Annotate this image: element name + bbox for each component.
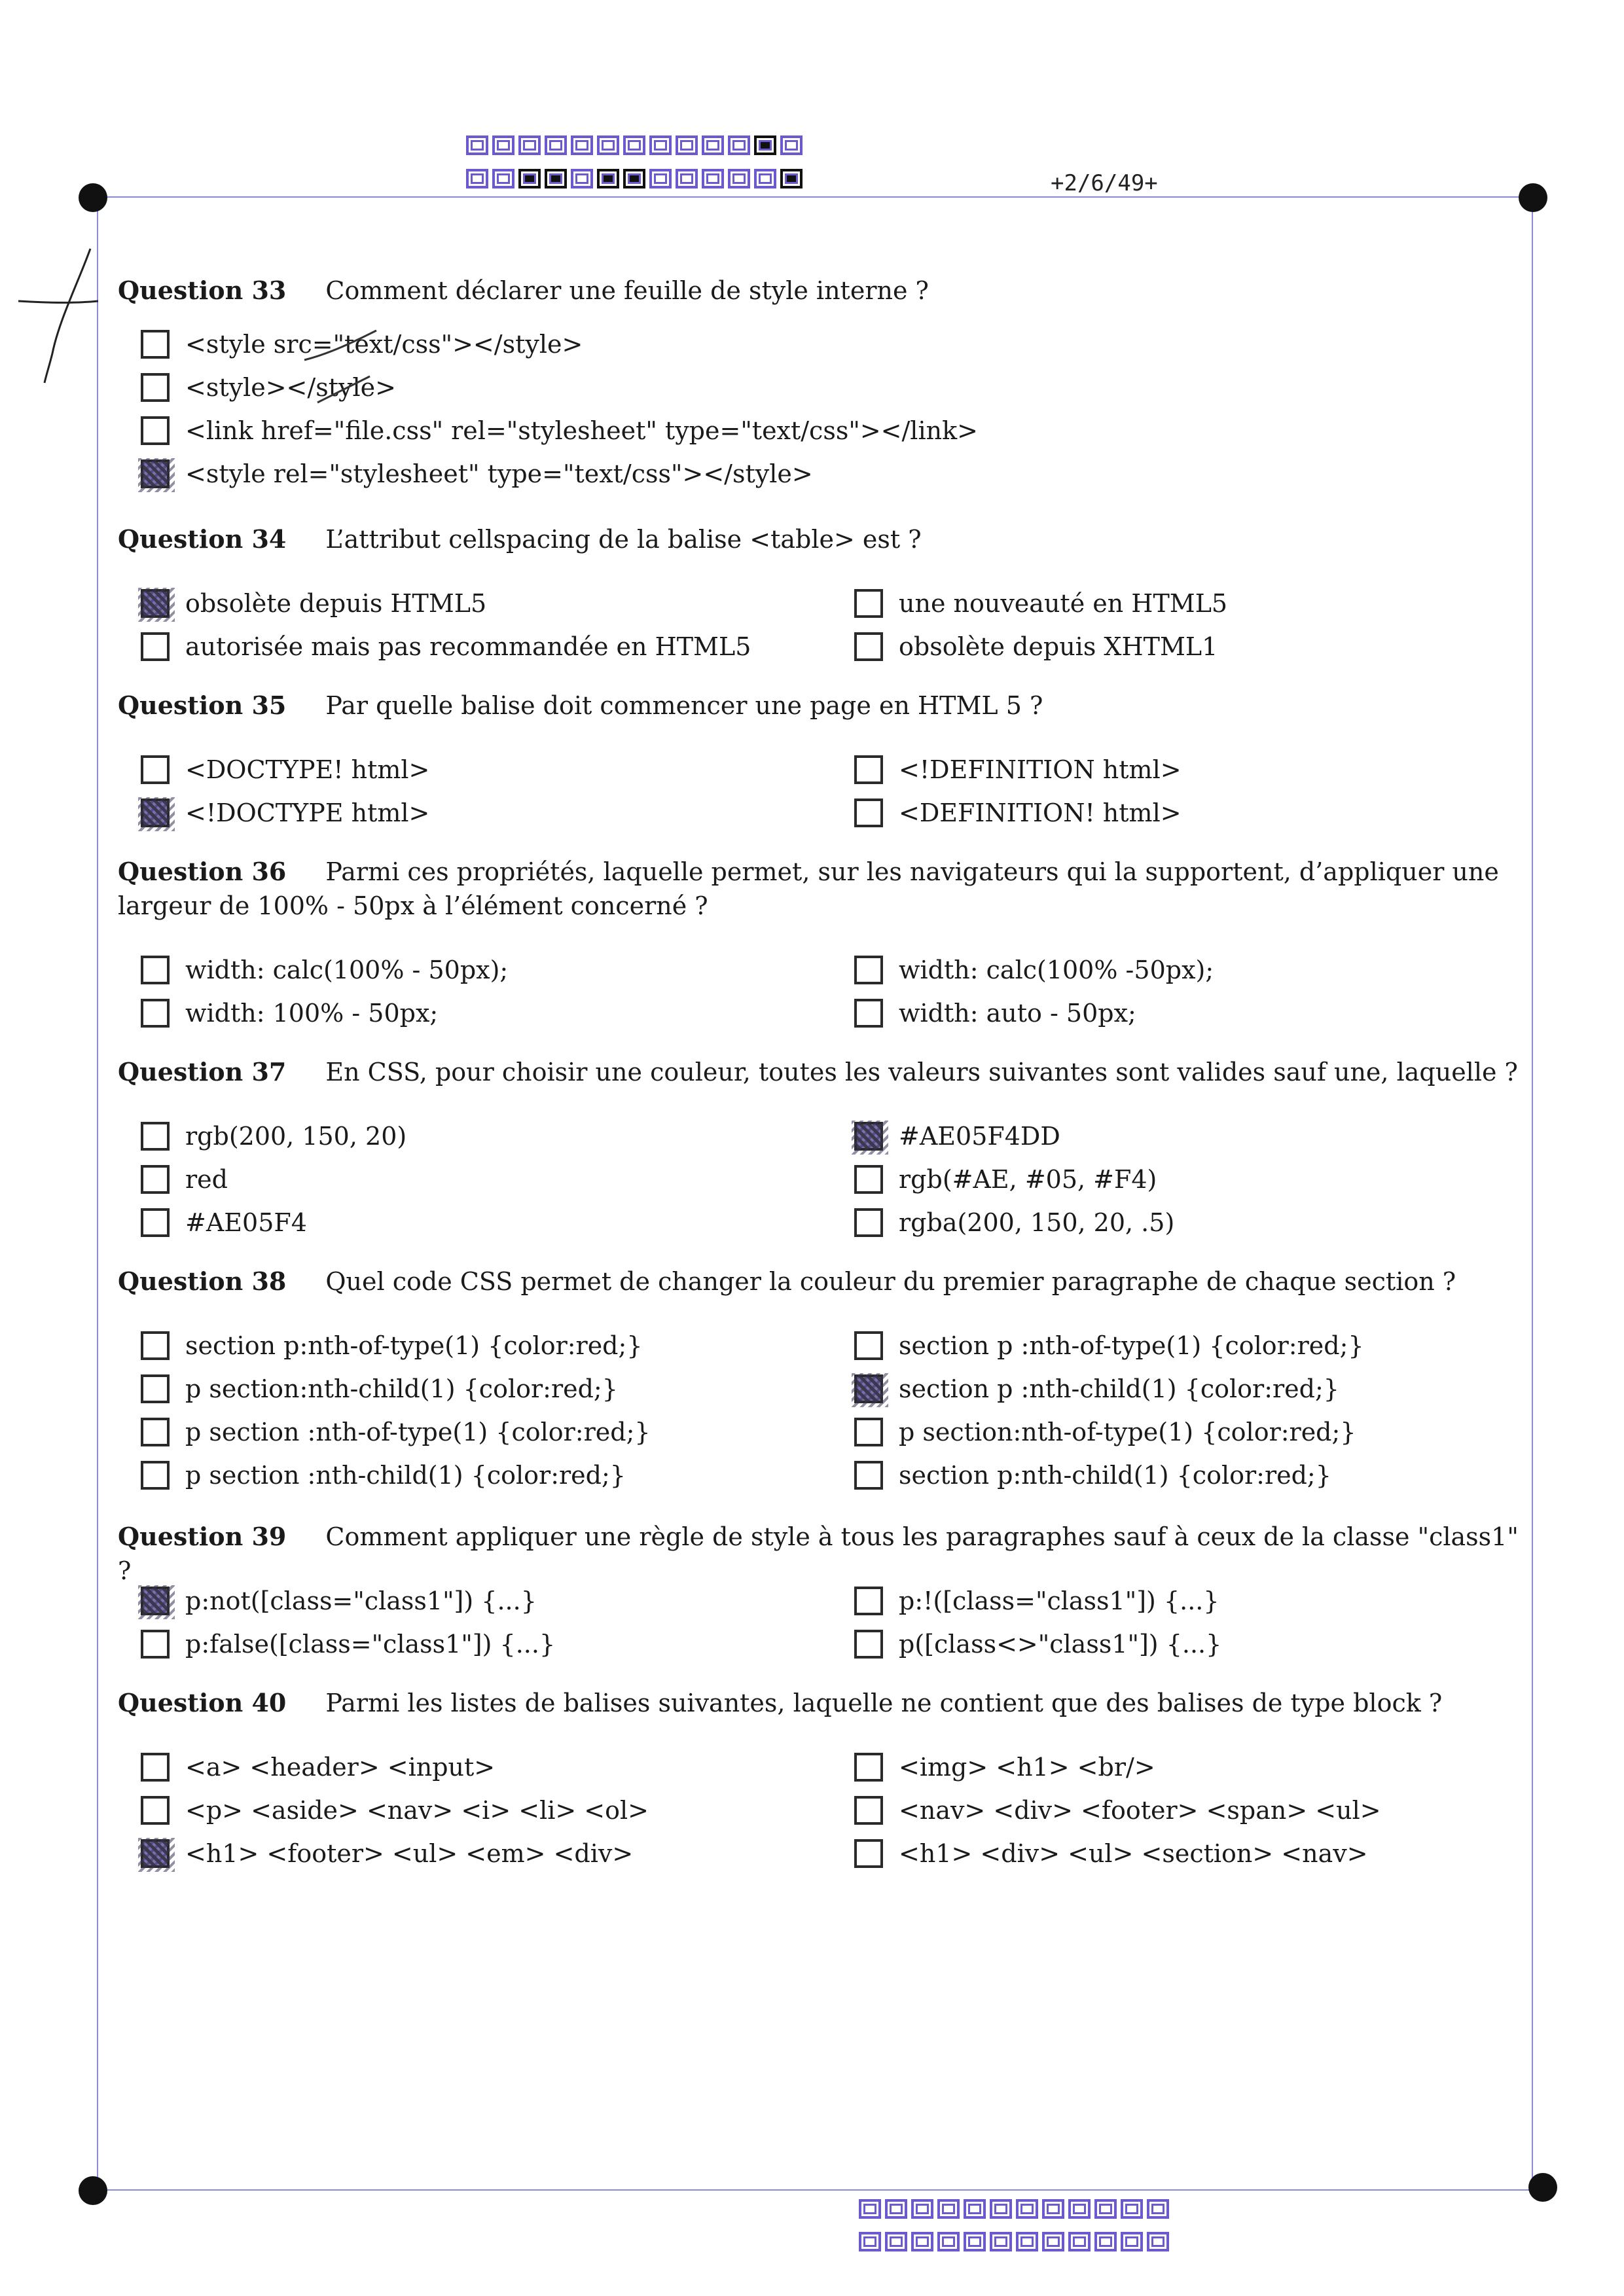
option[interactable] xyxy=(854,754,1182,785)
option-label: width: calc(100% - 50px); xyxy=(185,956,509,984)
option-label: <img> <h1> <br/> xyxy=(899,1753,1155,1782)
option-label: obsolète depuis XHTML1 xyxy=(899,632,1218,661)
question-37 xyxy=(118,1055,1525,1089)
code-cell-empty xyxy=(1094,2232,1117,2251)
code-cell-empty xyxy=(1147,2232,1169,2251)
checkbox-checked[interactable] xyxy=(141,1839,170,1868)
code-cell-empty xyxy=(571,135,593,155)
code-cell-filled xyxy=(623,169,645,188)
option-label: p section:nth-child(1) {color:red;} xyxy=(185,1374,618,1403)
question-33 xyxy=(118,274,1525,308)
checkbox-checked[interactable] xyxy=(141,589,170,618)
question-34 xyxy=(118,522,1525,556)
checkbox[interactable] xyxy=(854,1461,883,1490)
option-label: <style></style> xyxy=(185,373,396,402)
checkbox[interactable] xyxy=(854,956,883,984)
option[interactable] xyxy=(854,954,1214,986)
code-cell-empty xyxy=(859,2199,881,2219)
question-number: Question 35 xyxy=(118,691,287,720)
code-cell-empty xyxy=(1094,2199,1117,2219)
option-label: <link href="file.css" rel="stylesheet" type="text/css"></link> xyxy=(185,416,978,445)
option-label: <style src="text/css"></style> xyxy=(185,330,583,359)
question-number: Question 36 xyxy=(118,857,287,886)
checkbox[interactable] xyxy=(141,1630,170,1659)
option[interactable] xyxy=(141,1460,626,1491)
option[interactable] xyxy=(854,1164,1157,1195)
code-cell-empty xyxy=(1147,2199,1169,2219)
code-cell-empty xyxy=(754,169,776,188)
checkbox[interactable] xyxy=(141,999,170,1028)
option-label: width: calc(100% -50px); xyxy=(899,956,1214,984)
option[interactable] xyxy=(854,1751,1155,1783)
header-code-row-1 xyxy=(466,135,806,155)
checkbox[interactable] xyxy=(854,1165,883,1194)
question-text: Par quelle balise doit commencer une page en HTML 5 ? xyxy=(325,691,1043,720)
checkbox[interactable] xyxy=(854,1587,883,1615)
checkbox-checked[interactable] xyxy=(141,459,170,488)
option-label: <DOCTYPE! html> xyxy=(185,755,430,784)
code-cell-empty xyxy=(649,169,672,188)
code-cell-empty xyxy=(728,169,750,188)
code-cell-empty xyxy=(492,169,514,188)
option-label: rgba(200, 150, 20, .5) xyxy=(899,1208,1175,1237)
option-label: <h1> <div> <ul> <section> <nav> xyxy=(899,1839,1368,1868)
code-cell-empty xyxy=(466,135,488,155)
question-38 xyxy=(118,1265,1525,1299)
code-cell-empty xyxy=(885,2232,907,2251)
option-label: p:!([class="class1"]) {...} xyxy=(899,1587,1219,1615)
checkbox[interactable] xyxy=(141,1461,170,1490)
frame-bottom xyxy=(92,2189,1538,2191)
checkbox-checked[interactable] xyxy=(141,1587,170,1615)
option-label: <a> <header> <input> xyxy=(185,1753,496,1782)
code-cell-empty xyxy=(649,135,672,155)
footer-code-row-2 xyxy=(859,2232,1173,2251)
option[interactable] xyxy=(141,1330,643,1361)
checkbox[interactable] xyxy=(141,416,170,445)
option-label: <p> <aside> <nav> <i> <li> <ol> xyxy=(185,1796,649,1825)
option[interactable] xyxy=(854,1460,1331,1491)
page-id: +2/6/49+ xyxy=(1051,170,1158,196)
code-cell-empty xyxy=(1068,2199,1091,2219)
question-text: Parmi ces propriétés, laquelle permet, sur les navigateurs qui la supportent, d’appliquer une largeur de 100% - 50px à l’élément concerné ? xyxy=(118,857,1499,920)
option[interactable] xyxy=(854,1330,1364,1361)
code-cell-empty xyxy=(623,135,645,155)
code-cell-empty xyxy=(937,2199,960,2219)
question-text: En CSS, pour choisir une couleur, toutes les valeurs suivantes sont valides sauf une, laquelle ? xyxy=(325,1058,1518,1086)
option-label: p section :nth-child(1) {color:red;} xyxy=(185,1461,626,1490)
option[interactable] xyxy=(141,797,429,829)
checkbox[interactable] xyxy=(854,999,883,1028)
checkbox[interactable] xyxy=(854,798,883,827)
code-cell-empty xyxy=(1068,2232,1091,2251)
checkbox-checked[interactable] xyxy=(854,1122,883,1151)
option-label: width: 100% - 50px; xyxy=(185,999,439,1028)
question-text: Parmi les listes de balises suivantes, laquelle ne contient que des balises de type block ? xyxy=(325,1689,1443,1717)
checkbox[interactable] xyxy=(141,1122,170,1151)
option-label: width: auto - 50px; xyxy=(899,999,1136,1028)
question-36 xyxy=(118,855,1525,923)
code-cell-empty xyxy=(545,135,567,155)
option[interactable] xyxy=(854,1795,1381,1826)
checkbox[interactable] xyxy=(141,1796,170,1825)
option[interactable] xyxy=(854,1838,1368,1869)
checkbox-checked[interactable] xyxy=(854,1374,883,1403)
code-cell-empty xyxy=(780,135,803,155)
frame-right xyxy=(1532,196,1533,2189)
option-label: <!DEFINITION html> xyxy=(899,755,1182,784)
corner-dot-bottom-left xyxy=(79,2176,107,2205)
option-label: p section:nth-of-type(1) {color:red;} xyxy=(899,1418,1356,1446)
option[interactable] xyxy=(141,754,429,785)
handwritten-mark xyxy=(13,236,105,386)
code-cell-empty xyxy=(885,2199,907,2219)
option-label: p:false([class="class1"]) {...} xyxy=(185,1630,556,1659)
option-label: section p :nth-of-type(1) {color:red;} xyxy=(899,1331,1364,1360)
option[interactable] xyxy=(854,997,1136,1029)
question-text: Quel code CSS permet de changer la couleur du premier paragraphe de chaque section ? xyxy=(325,1267,1456,1296)
option-label: <style rel="stylesheet" type="text/css"></style> xyxy=(185,459,813,488)
option[interactable] xyxy=(141,415,978,446)
frame-left xyxy=(97,196,98,2189)
option-label: red xyxy=(185,1165,228,1194)
code-cell-empty xyxy=(964,2199,986,2219)
code-cell-empty xyxy=(911,2232,933,2251)
corner-dot-top-right xyxy=(1519,183,1547,212)
question-35 xyxy=(118,689,1525,723)
checkbox[interactable] xyxy=(854,1331,883,1360)
question-text: Comment déclarer une feuille de style interne ? xyxy=(325,276,929,305)
option-label: section p:nth-of-type(1) {color:red;} xyxy=(185,1331,643,1360)
option[interactable] xyxy=(141,1751,495,1783)
option[interactable] xyxy=(141,1585,537,1617)
code-cell-empty xyxy=(597,135,619,155)
code-cell-empty xyxy=(859,2232,881,2251)
code-cell-empty xyxy=(676,135,698,155)
corner-dot-bottom-right xyxy=(1528,2173,1557,2202)
option[interactable] xyxy=(141,458,813,490)
checkbox[interactable] xyxy=(141,755,170,784)
code-cell-filled xyxy=(518,169,541,188)
option[interactable] xyxy=(141,1795,649,1826)
checkbox[interactable] xyxy=(854,589,883,618)
question-text: L’attribut cellspacing de la balise <table> est ? xyxy=(325,525,922,554)
option[interactable] xyxy=(141,1207,307,1238)
code-cell-empty xyxy=(964,2232,986,2251)
question-text: Comment appliquer une règle de style à tous les paragraphes sauf à ceux de la classe "class1" ? xyxy=(118,1522,1519,1585)
code-cell-empty xyxy=(702,135,724,155)
checkbox[interactable] xyxy=(141,330,170,359)
option-label: une nouveauté en HTML5 xyxy=(899,589,1228,618)
option[interactable] xyxy=(854,1585,1219,1617)
option[interactable] xyxy=(854,588,1227,619)
option-label: obsolète depuis HTML5 xyxy=(185,589,487,618)
checkbox[interactable] xyxy=(141,1208,170,1237)
option[interactable] xyxy=(141,1164,228,1195)
corner-dot-top-left xyxy=(79,183,107,212)
option[interactable] xyxy=(141,631,751,662)
code-cell-empty xyxy=(1121,2199,1143,2219)
option-label: p section :nth-of-type(1) {color:red;} xyxy=(185,1418,651,1446)
checkbox[interactable] xyxy=(854,755,883,784)
option[interactable] xyxy=(854,1373,1339,1405)
checkbox[interactable] xyxy=(141,1418,170,1446)
question-number: Question 39 xyxy=(118,1522,287,1551)
code-cell-filled xyxy=(754,135,776,155)
footer-code-row-1 xyxy=(859,2199,1173,2219)
code-cell-empty xyxy=(702,169,724,188)
checkbox[interactable] xyxy=(141,1331,170,1360)
code-cell-filled xyxy=(780,169,803,188)
checkbox-checked[interactable] xyxy=(141,798,170,827)
option-label: p:not([class="class1"]) {...} xyxy=(185,1587,537,1615)
checkbox[interactable] xyxy=(141,632,170,661)
code-cell-empty xyxy=(492,135,514,155)
code-cell-empty xyxy=(571,169,593,188)
option[interactable] xyxy=(854,1416,1356,1448)
question-39 xyxy=(118,1520,1525,1588)
code-cell-empty xyxy=(728,135,750,155)
option-label: section p:nth-child(1) {color:red;} xyxy=(899,1461,1331,1490)
option[interactable] xyxy=(141,1121,406,1152)
code-cell-empty xyxy=(518,135,541,155)
checkbox[interactable] xyxy=(141,1753,170,1782)
option[interactable] xyxy=(141,1373,618,1405)
checkbox[interactable] xyxy=(141,373,170,402)
question-number: Question 34 xyxy=(118,524,287,554)
checkbox[interactable] xyxy=(854,1753,883,1782)
option[interactable] xyxy=(141,588,486,619)
option-label: <h1> <footer> <ul> <em> <div> xyxy=(185,1839,634,1868)
code-cell-empty xyxy=(937,2232,960,2251)
checkbox[interactable] xyxy=(854,1839,883,1868)
option[interactable] xyxy=(141,1628,555,1660)
handwritten-strike xyxy=(298,327,389,406)
code-cell-empty xyxy=(466,169,488,188)
checkbox[interactable] xyxy=(854,632,883,661)
code-cell-empty xyxy=(1042,2199,1064,2219)
question-number: Question 40 xyxy=(118,1688,287,1717)
code-cell-empty xyxy=(1042,2232,1064,2251)
checkbox[interactable] xyxy=(854,1796,883,1825)
code-cell-filled xyxy=(597,169,619,188)
code-cell-empty xyxy=(990,2232,1012,2251)
option-label: #AE05F4DD xyxy=(899,1122,1060,1151)
code-cell-empty xyxy=(990,2199,1012,2219)
option-label: p([class<>"class1"]) {...} xyxy=(899,1630,1222,1659)
option[interactable] xyxy=(141,1838,633,1869)
code-cell-empty xyxy=(676,169,698,188)
checkbox[interactable] xyxy=(141,1374,170,1403)
option-label: autorisée mais pas recommandée en HTML5 xyxy=(185,632,751,661)
option[interactable] xyxy=(854,1207,1174,1238)
option[interactable] xyxy=(141,997,438,1029)
code-cell-empty xyxy=(1121,2232,1143,2251)
question-number: Question 37 xyxy=(118,1057,287,1086)
option[interactable] xyxy=(141,954,508,986)
checkbox[interactable] xyxy=(141,1165,170,1194)
option[interactable] xyxy=(854,797,1182,829)
option[interactable] xyxy=(854,1628,1221,1660)
code-cell-empty xyxy=(1016,2232,1038,2251)
frame-top xyxy=(92,196,1538,198)
checkbox[interactable] xyxy=(854,1418,883,1446)
header-code-row-2 xyxy=(466,169,806,188)
option[interactable] xyxy=(854,631,1218,662)
option[interactable] xyxy=(854,1121,1060,1152)
option-label: <nav> <div> <footer> <span> <ul> xyxy=(899,1796,1381,1825)
option-label: <!DOCTYPE html> xyxy=(185,798,430,827)
checkbox[interactable] xyxy=(854,1630,883,1659)
code-cell-empty xyxy=(1016,2199,1038,2219)
option-label: rgb(#AE, #05, #F4) xyxy=(899,1165,1157,1194)
checkbox[interactable] xyxy=(854,1208,883,1237)
code-cell-empty xyxy=(911,2199,933,2219)
checkbox[interactable] xyxy=(141,956,170,984)
code-cell-filled xyxy=(545,169,567,188)
option-label: <DEFINITION! html> xyxy=(899,798,1182,827)
question-number: Question 38 xyxy=(118,1266,287,1296)
question-40 xyxy=(118,1686,1525,1720)
option-label: rgb(200, 150, 20) xyxy=(185,1122,407,1151)
option[interactable] xyxy=(141,1416,651,1448)
option-label: #AE05F4 xyxy=(185,1208,307,1237)
option-label: section p :nth-child(1) {color:red;} xyxy=(899,1374,1339,1403)
question-number: Question 33 xyxy=(118,276,287,305)
